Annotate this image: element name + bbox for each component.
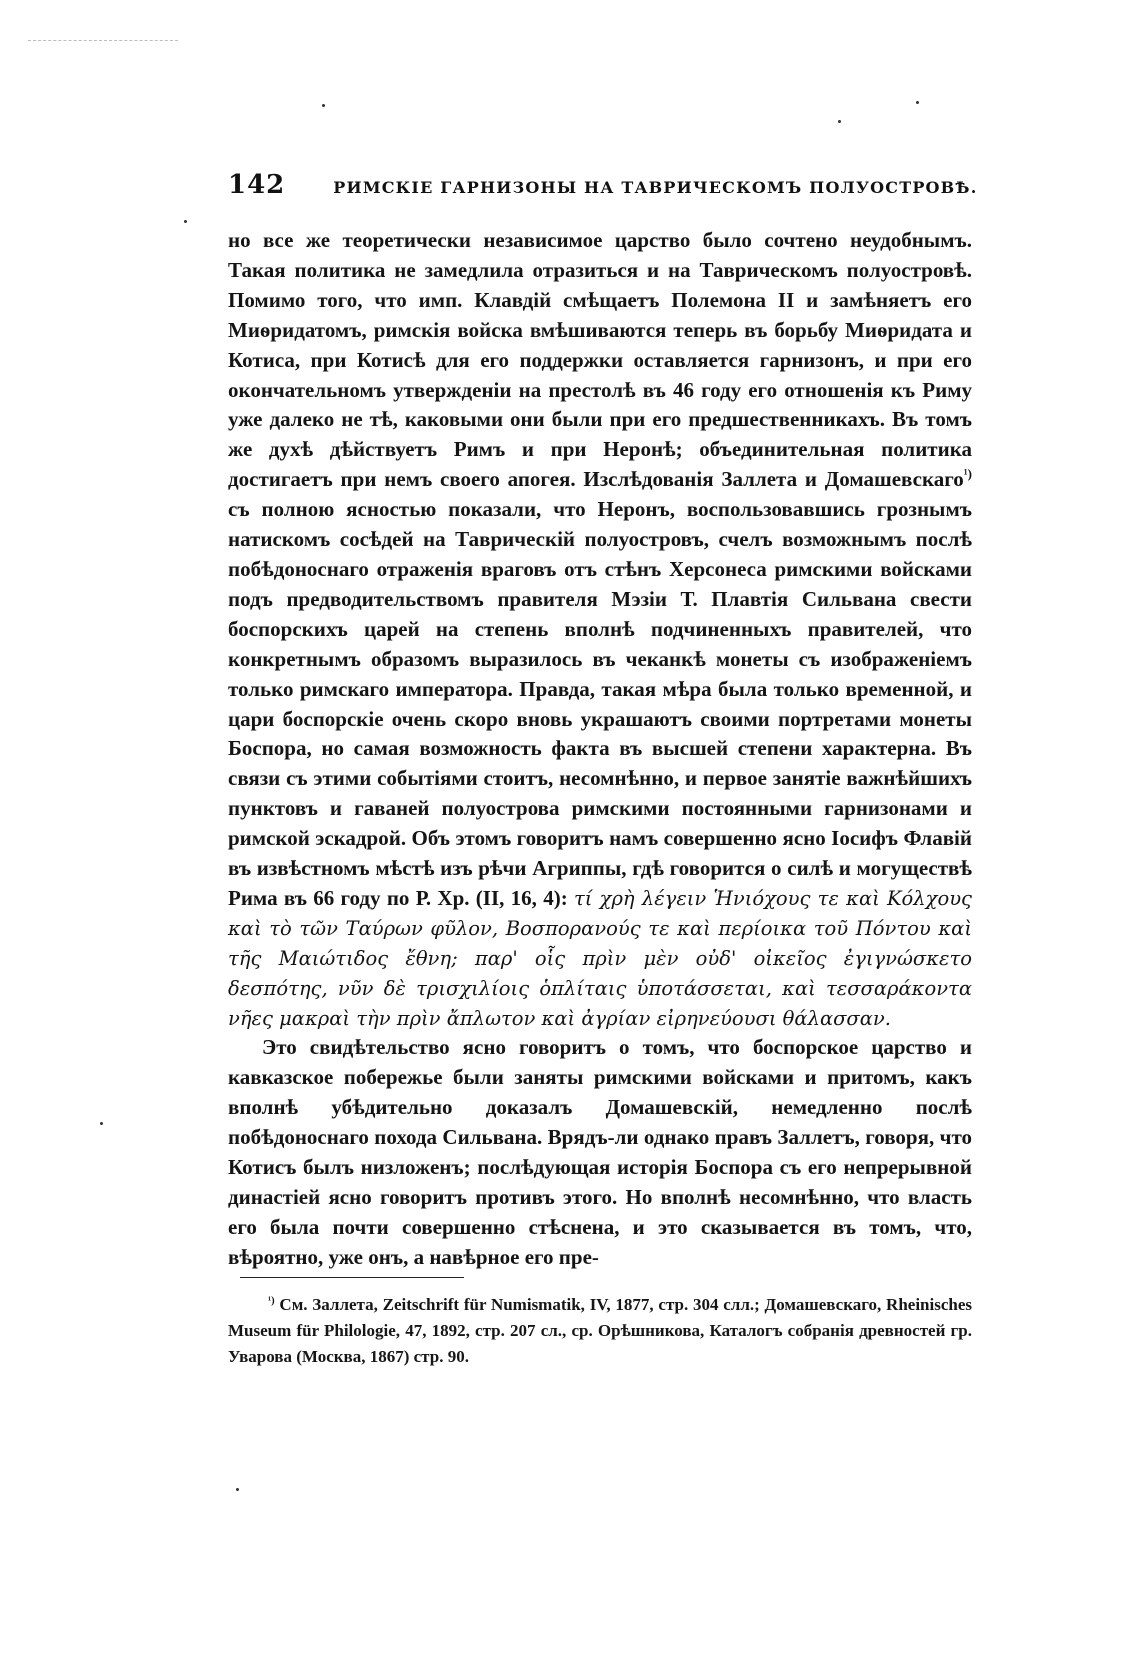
scan-speck <box>236 1488 239 1491</box>
scan-speck <box>100 1122 103 1125</box>
paragraph-text: но все же теоретически независимое царство было сочтено неудобнымъ. Такая политика не замедлила отразиться и на Таврическомъ полуостровѣ. Помимо того, что имп. Клавдій смѣщаетъ Полемона II и замѣняетъ его Миѳридатомъ, римскія войска вмѣшиваются теперь въ борьбу Миѳридата и Котиса, при Котисѣ для его поддержки оставляется гарнизонъ, и при его окончательномъ утвержденіи на престолѣ въ 46 году его отношенія къ Риму уже далеко не тѣ, каковыми они были при его предшественникахъ. Въ томъ же духѣ дѣйствуетъ Римъ и при Неронѣ; объединительная политика достигаетъ при немъ своего апогея. Изслѣдованія Заллета и Домашевскаго <box>228 228 972 492</box>
footnote-reference: ¹) <box>963 466 972 482</box>
scan-speck <box>916 101 919 104</box>
scan-speck <box>184 220 187 223</box>
scan-speck <box>322 104 325 107</box>
scan-speck <box>838 120 841 123</box>
footnote-text: См. Заллета, Zeitschrift für Numismatik, IV, 1877, стр. 304 слл.; Домашевскаго, Rheinisches Museum für Philologie, 47, 1892, стр. 207 сл., ср. Орѣшникова, Каталогъ собранія древностей гр. Уварова (Москва, 1867) стр. 90. <box>228 1295 972 1366</box>
paragraph <box>228 1033 972 1272</box>
footnote-separator <box>240 1277 464 1278</box>
paragraph <box>228 226 972 1033</box>
running-title: РИМСКІЕ ГАРНИЗОНЫ НА ТАВРИЧЕСКОМЪ ПОЛУОСТРОВѢ. <box>333 178 978 197</box>
footnote <box>228 1292 972 1370</box>
scan-edge-mark <box>28 40 178 41</box>
page-header <box>228 170 978 210</box>
greek-quotation: τί χρὴ λέγειν Ἡνιόχους τε καὶ Κόλχους καὶ τὸ τῶν Ταύρων φῦλον, Βοσπορανούς τε καὶ περίοικα τοῦ Πόντου καὶ τῆς Μαιώτιδος ἔθνη; παρ' οἷς πρὶν μὲν οὐδ' οἰκεῖος ἐγιγνώσκετο δεσπότης, νῦν δὲ τρισχιλίοις ὁπλίταις ὑποτάσσεται, καὶ τεσσαράκοντα νῆες μακραὶ τὴν πρὶν ἄπλωτον καὶ ἀγρίαν εἰρηνεύουσι θάλασσαν. <box>228 886 972 1030</box>
footnote-marker: ¹) <box>268 1295 275 1307</box>
paragraph-text: Это свидѣтельство ясно говоритъ о томъ, что боспорское царство и кавказское побережье были заняты римскими войсками и притомъ, какъ вполнѣ убѣдительно доказалъ Домашевскій, немедленно послѣ побѣдоноснаго похода Сильвана. Врядъ-ли однако правъ Заллетъ, говоря, что Котисъ былъ низложенъ; послѣдующая исторія Боспора съ его непрерывной династіей ясно говоритъ противъ этого. Но вполнѣ несомнѣнно, что власть его была почти совершенно стѣснена, и это сказывается въ томъ, что, вѣроятно, уже онъ, а навѣрное его пре- <box>228 1035 972 1269</box>
main-text <box>228 226 972 1273</box>
page-number: 142 <box>228 170 286 200</box>
paragraph-text: съ полною ясностью показали, что Неронъ, воспользовавшись грознымъ натискомъ сосѣдей на Таврическій полуостровъ, счелъ возможнымъ послѣ побѣдоноснаго отраженія враговъ отъ стѣнъ Херсонеса римскими войсками подъ предводительствомъ правителя Мэзіи Т. Плавтія Сильвана свести боспорскихъ царей на степень вполнѣ подчиненныхъ правителей, что конкретнымъ образомъ выразилось въ чеканкѣ монеты съ изображеніемъ только римскаго императора. Правда, такая мѣра была только временной, и цари боспорскіе очень скоро вновь украшаютъ своими портретами монеты Боспора, но самая возможность факта въ высшей степени характерна. Въ связи съ этими событіями стоитъ, несомнѣнно, и первое занятіе важнѣйшихъ пунктовъ и гаваней полуострова римскими постоянными гарнизонами и римской эскадрой. Объ этомъ говоритъ намъ совершенно ясно Іосифъ Флавій въ извѣстномъ мѣстѣ изъ рѣчи Агриппы, гдѣ говорится о силѣ и могуществѣ Рима въ 66 году по Р. Хр. (II, 16, 4): <box>228 497 972 910</box>
